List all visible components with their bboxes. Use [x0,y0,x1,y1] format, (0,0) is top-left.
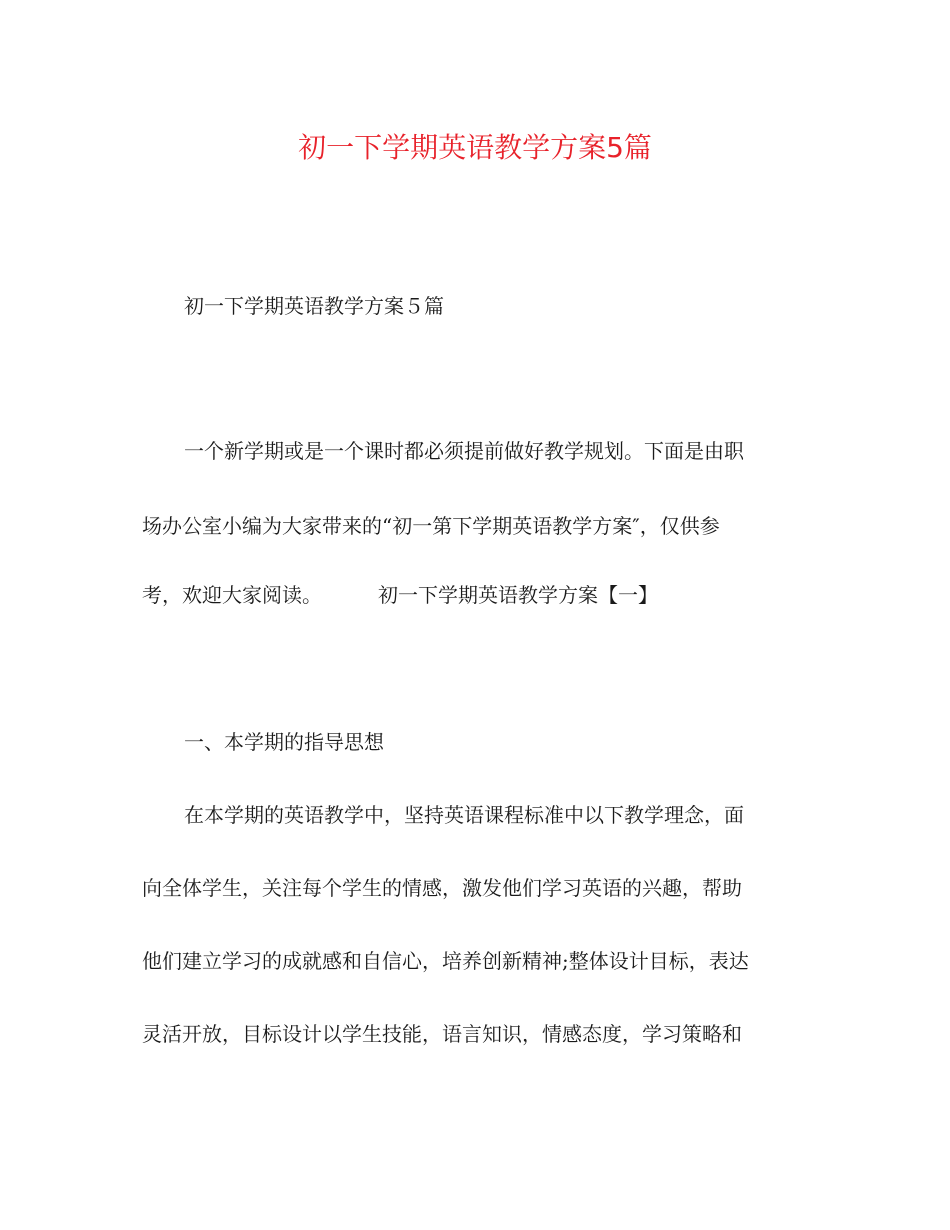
document-subtitle: 初一下学期英语教学方案５篇 [184,294,444,318]
paragraph-line: 向全体学生，关注每个学生的情感，激发他们学习英语的兴趣，帮助 [142,876,742,900]
intro-line-3-text: 考，欢迎大家阅读。 [142,583,322,607]
intro-line-1: 一个新学期或是一个课时都必须提前做好教学规划。下面是由职 [184,439,744,463]
section-heading-guiding-ideology: 一、本学期的指导思想 [184,730,384,754]
paragraph-line: 在本学期的英语教学中，坚持英语课程标准中以下教学理念，面 [184,803,744,827]
paragraph-line: 灵活开放，目标设计以学生技能，语言知识，情感态度，学习策略和 [142,1022,742,1046]
paragraph-line: 他们建立学习的成就感和自信心，培养创新精神;整体设计目标，表达 [142,949,749,973]
section-heading-part-one: 初一下学期英语教学方案【一】 [378,583,658,607]
intro-line-3 [142,580,658,610]
document-title: 初一下学期英语教学方案5篇 [298,131,652,164]
intro-line-2: 场办公室小编为大家带来的“初一第下学期英语教学方案″，仅供参 [142,514,720,538]
